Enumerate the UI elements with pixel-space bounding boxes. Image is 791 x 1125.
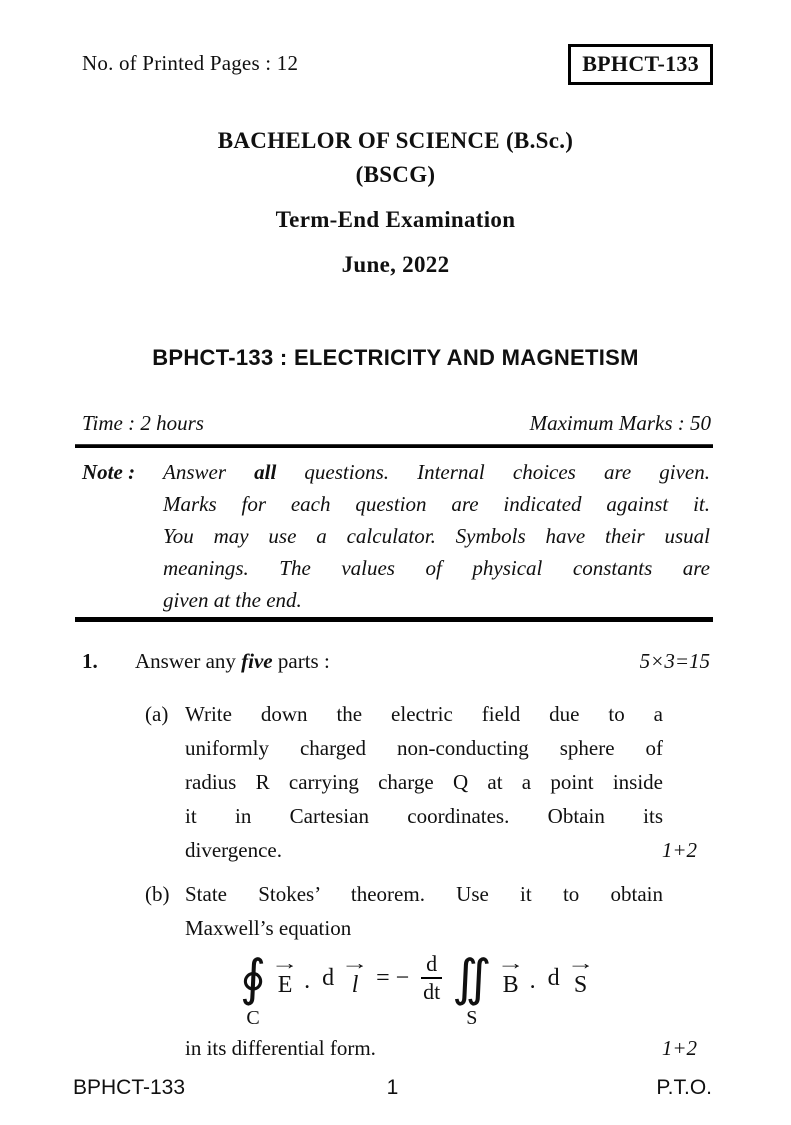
note-line-1: Answer all questions. Internal choices are given.: [163, 460, 711, 484]
part-a-text: [185, 697, 697, 867]
surface-integral-symbol: ∬ S: [452, 949, 492, 1029]
equals-minus-sign: = −: [376, 964, 410, 991]
vector-arrow-icon: →: [496, 953, 525, 973]
maxwell-equation: [240, 928, 595, 1029]
part-b-line-1: State Stokes’ theorem. Use it to obtain: [185, 882, 663, 906]
dot-operator: .: [304, 967, 311, 994]
vector-l: → l: [341, 953, 370, 998]
degree-title: BACHELOR OF SCIENCE (B.Sc.): [217, 128, 574, 153]
question-1-stem-row: [82, 649, 710, 674]
note-line-4: meanings. The values of physical constants are: [163, 556, 710, 580]
fraction-numerator: d: [421, 952, 442, 979]
part-b-line-2: Maxwell’s equation: [185, 916, 352, 940]
part-b-closing-text: in its differential form.: [185, 1036, 376, 1060]
part-a-last-line: divergence. 1+2: [185, 833, 663, 867]
surface-label: S: [466, 1007, 478, 1029]
part-a-line-4: it in Cartesian coordinates. Obtain its: [185, 804, 663, 828]
vector-b: → B: [496, 953, 525, 998]
footer-page-number: 1: [386, 1076, 399, 1099]
footer-pto-label: P.T.O.: [656, 1076, 712, 1099]
note-bold-word: all: [254, 460, 277, 484]
vector-arrow-icon: →: [566, 953, 595, 973]
question-stem: Answer any five parts :: [135, 649, 330, 673]
part-a-line-1: Write down the electric field due to a: [185, 702, 663, 726]
stem-bold-word: five: [241, 649, 273, 673]
time-marks-row: [82, 411, 711, 436]
part-a: [145, 697, 697, 867]
vector-e: → E: [271, 953, 300, 998]
part-a-line-3: radius R carrying charge Q at a point inside: [185, 770, 663, 794]
question-1-marks: 5×3=15: [639, 649, 710, 673]
differential-d: d: [322, 964, 335, 991]
vector-arrow-icon: →: [341, 953, 370, 973]
subject-title: BPHCT-133 : ELECTRICITY AND MAGNETISM: [152, 345, 639, 370]
title-block: [0, 127, 791, 279]
double-horizontal-rule: [75, 617, 713, 622]
program-title: (BSCG): [355, 162, 436, 187]
note-line-2: Marks for each question are indicated against it.: [163, 492, 710, 516]
exam-title: Term-End Examination: [275, 207, 516, 232]
paper-code-box: BPHCT-133: [568, 44, 713, 85]
max-marks-label: Maximum Marks : 50: [529, 411, 711, 435]
dot-operator: .: [529, 967, 536, 994]
top-row: [82, 44, 713, 85]
part-a-line-2: uniformly charged non-conducting sphere of: [185, 736, 663, 760]
note-line-5: given at the end.: [163, 588, 302, 612]
horizontal-rule: [75, 444, 713, 448]
note-label: Note :: [82, 460, 136, 484]
part-a-label: (a): [145, 702, 169, 726]
part-b-marks: 1+2: [661, 1036, 697, 1060]
vector-s: → S: [566, 953, 595, 998]
vector-arrow-icon: →: [271, 953, 300, 973]
contour-integral-symbol: ∮ C: [240, 949, 267, 1029]
time-derivative-fraction: [421, 952, 442, 1004]
differential-d: d: [547, 964, 560, 991]
session-title: June, 2022: [341, 252, 450, 277]
part-a-marks: 1+2: [661, 838, 697, 862]
note-block: [82, 456, 710, 616]
note-body: [163, 456, 710, 616]
note-line-3: You may use a calculator. Symbols have their usual: [163, 524, 710, 548]
footer-paper-code: BPHCT-133: [73, 1076, 186, 1099]
fraction-denominator: dt: [423, 979, 441, 1004]
time-label: Time : 2 hours: [82, 411, 204, 435]
part-b-label: (b): [145, 882, 170, 906]
contour-label: C: [246, 1007, 260, 1029]
printed-pages-label: No. of Printed Pages : 12: [82, 51, 299, 75]
page-footer: [73, 1076, 712, 1100]
question-number: 1.: [82, 649, 98, 673]
part-b-closing-row: [185, 1036, 697, 1061]
